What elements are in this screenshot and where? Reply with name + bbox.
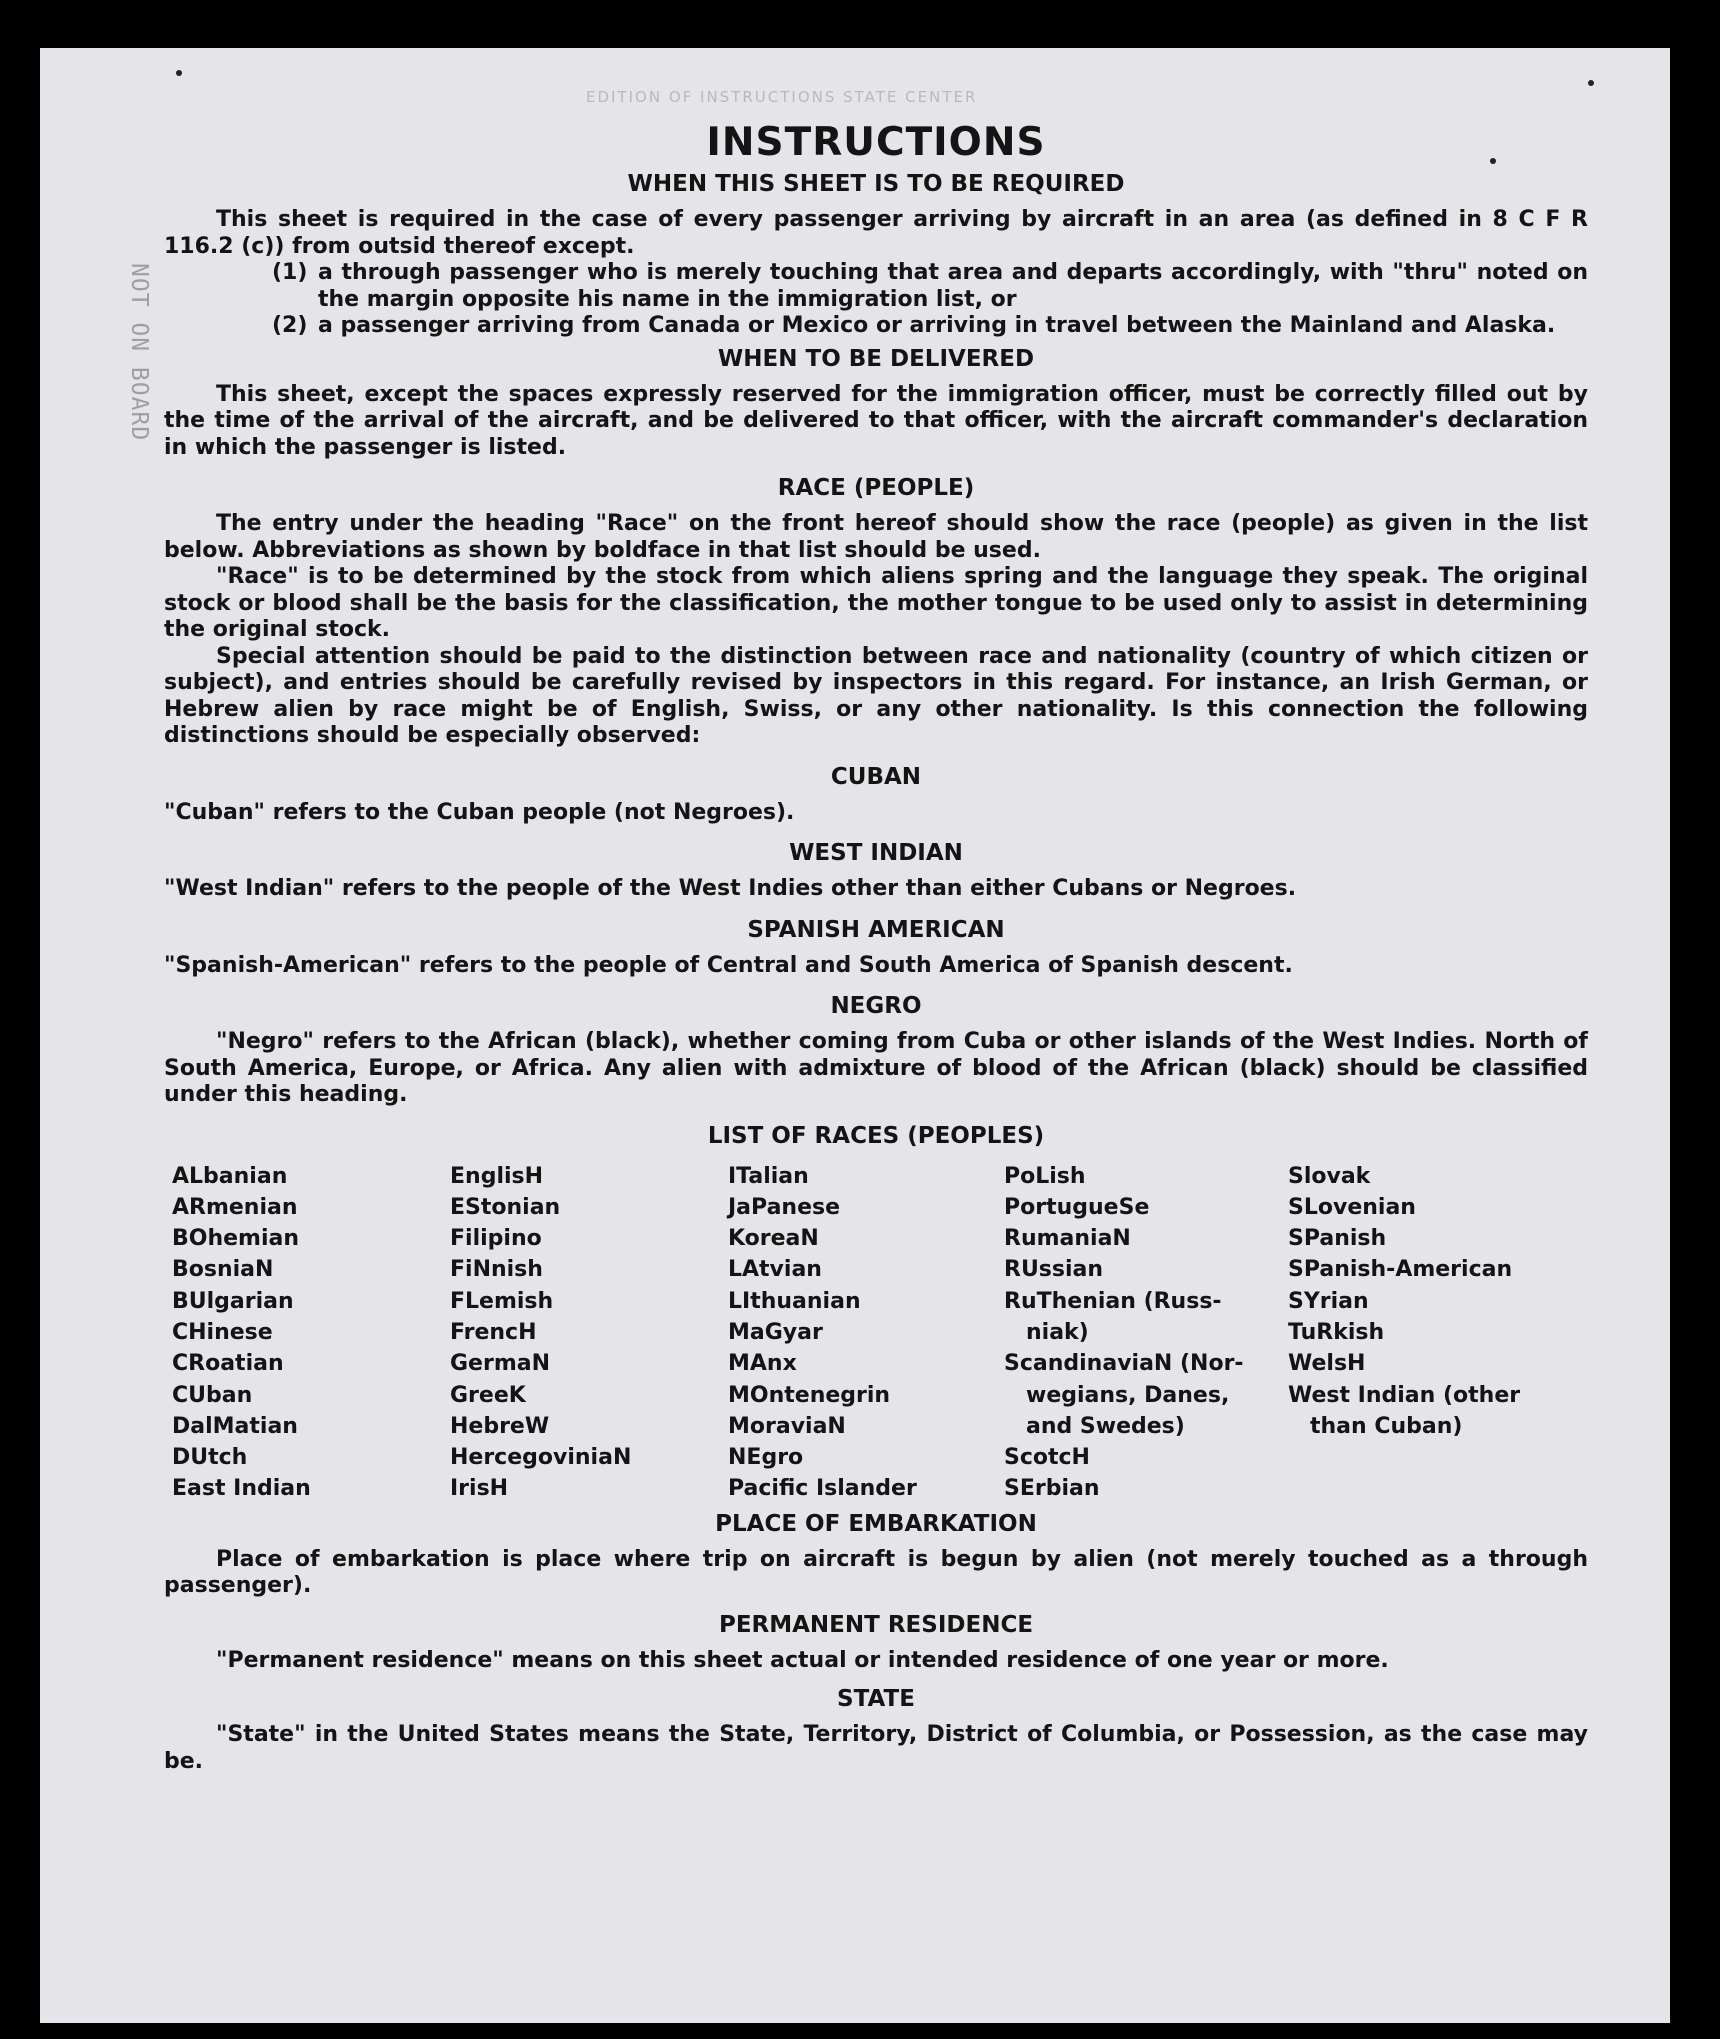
heading-list-of-races: LIST OF RACES (PEOPLES) xyxy=(707,1122,1045,1149)
page-title: INSTRUCTIONS xyxy=(706,120,1046,165)
speck xyxy=(176,70,182,76)
race-entry: GreeK xyxy=(450,1382,526,1408)
instructions-content xyxy=(164,120,1588,1775)
race-entry: WelsH xyxy=(1288,1351,1366,1377)
race-entry: RumaniaN xyxy=(1004,1226,1131,1252)
race-entry: Filipino xyxy=(450,1226,542,1252)
race-entry: and Swedes) xyxy=(1026,1413,1185,1439)
race-entry: MaGyar xyxy=(728,1319,823,1345)
race-entry: SErbian xyxy=(1004,1476,1100,1502)
race-entry: SPanish xyxy=(1288,1226,1387,1252)
race-entry: SYrian xyxy=(1288,1288,1369,1314)
race-entry: FLemish xyxy=(450,1288,554,1314)
residence-text: "Permanent residence" means on this sheet actual or intended residence of one year or more. xyxy=(216,1647,1389,1673)
races-column-1 xyxy=(172,1161,450,1505)
list-item: (2) a passenger arriving from Canada or Mexico or arriving in travel between the Mainland and Alaska. xyxy=(272,313,1556,338)
race-entry: NEgro xyxy=(728,1445,804,1471)
race-entry: BOhemian xyxy=(172,1226,300,1252)
race-entry: GermaN xyxy=(450,1351,551,1377)
race-entry: CRoatian xyxy=(172,1351,284,1377)
race-entry: TuRkish xyxy=(1288,1319,1385,1345)
race-entry: ALbanian xyxy=(172,1163,288,1189)
race-entry: CUban xyxy=(172,1382,253,1408)
heading-when-delivered: WHEN TO BE DELIVERED xyxy=(717,345,1035,372)
west-indian-text: "West Indian" refers to the people of the West Indies other than either Cubans or Negroes. xyxy=(164,876,1297,901)
race-entry: Slovak xyxy=(1288,1163,1371,1189)
race-entry: PoLish xyxy=(1004,1163,1086,1189)
race-entry: MAnx xyxy=(728,1351,797,1377)
race-entry: CHinese xyxy=(172,1319,273,1345)
heading-when-required: WHEN THIS SHEET IS TO BE REQUIRED xyxy=(627,171,1125,197)
race-entry: than Cuban) xyxy=(1310,1413,1463,1439)
race-entry: Pacific Islander xyxy=(728,1476,917,1502)
race-entry: RUssian xyxy=(1004,1257,1104,1283)
race-entry: HebreW xyxy=(450,1413,550,1439)
race-entry: ARmenian xyxy=(172,1194,298,1220)
race-entry: EnglisH xyxy=(450,1163,544,1189)
race-entry: FiNnish xyxy=(450,1257,543,1283)
race-entry: ScotcH xyxy=(1004,1445,1090,1471)
heading-race: RACE (PEOPLE) xyxy=(777,475,975,501)
when-required-intro: This sheet is required in the case of every passenger arriving by aircraft in an area (as defined in 8 C F R 116.2 (c)) from outsid thereof except. xyxy=(164,207,1588,259)
race-entry: DUtch xyxy=(172,1445,248,1471)
race-entry: IrisH xyxy=(450,1476,509,1502)
document-page xyxy=(40,48,1670,2023)
race-entry: MOntenegrin xyxy=(728,1382,891,1408)
race-entry: RuThenian (Russ- xyxy=(1004,1288,1222,1314)
race-paragraph: Special attention should be paid to the distinction between race and nationality (country of which citizen or subject), and entries should be carefully revised by inspectors in this regard. For instance, an Irish German, or Hebrew alien by race might be of English, Swiss, or any other nationality. Is this connection the following distinctions should be especially observed: xyxy=(164,643,1588,748)
races-column-4 xyxy=(1004,1161,1288,1505)
heading-negro: NEGRO xyxy=(830,993,922,1019)
not-on-board-stamp: NOT ON BOARD xyxy=(126,263,152,442)
race-entry: KoreaN xyxy=(728,1226,819,1252)
race-entry: ITalian xyxy=(728,1163,809,1189)
race-entry: JaPanese xyxy=(728,1194,841,1220)
races-column-3 xyxy=(728,1161,1004,1505)
spanish-american-text: "Spanish-American" refers to the people of Central and South America of Spanish descent. xyxy=(164,952,1293,978)
race-entry: BosniaN xyxy=(172,1257,274,1283)
race-entry: EStonian xyxy=(450,1194,561,1220)
when-delivered-text: This sheet, except the spaces expressly reserved for the immigration officer, must be correctly filled out by the time of the arrival of the aircraft, and be delivered to that officer, with the aircraft commander's declaration in which the passenger is listed. xyxy=(164,381,1588,460)
race-entry: BUlgarian xyxy=(172,1288,294,1314)
race-entry: HercegoviniaN xyxy=(450,1445,632,1471)
embarkation-text: Place of embarkation is place where trip on aircraft is begun by alien (not merely touched as a through passenger). xyxy=(164,1546,1588,1599)
races-column-2 xyxy=(450,1161,728,1505)
race-entry: FrencH xyxy=(450,1319,537,1345)
cuban-text: "Cuban" refers to the Cuban people (not Negroes). xyxy=(164,799,795,825)
speck xyxy=(1588,80,1594,86)
race-entry: SPanish-American xyxy=(1288,1257,1513,1283)
race-entry: DalMatian xyxy=(172,1413,298,1439)
state-text: "State" in the United States means the State, Territory, District of Columbia, or Possession, as the case may be. xyxy=(164,1722,1588,1774)
race-paragraph: The entry under the heading "Race" on the front hereof should show the race (people) as given in the list below. Abbreviations as shown by boldface in that list should be used. xyxy=(164,511,1588,563)
race-entry: LIthuanian xyxy=(728,1288,861,1314)
race-entry: PortugueSe xyxy=(1004,1194,1150,1220)
race-entry: East Indian xyxy=(172,1476,311,1502)
negro-text: "Negro" refers to the African (black), whether coming from Cuba or other islands of the West Indies. North of South America, Europe, or Africa. Any alien with admixture of blood of the African (black) should be classified under this heading. xyxy=(164,1029,1588,1107)
races-column-5 xyxy=(1288,1161,1548,1505)
heading-residence: PERMANENT RESIDENCE xyxy=(718,1611,1034,1638)
heading-embarkation: PLACE OF EMBARKATION xyxy=(715,1510,1037,1537)
race-entry: SLovenian xyxy=(1288,1194,1416,1220)
race-entry: wegians, Danes, xyxy=(1026,1382,1230,1408)
exception-list xyxy=(164,260,1588,340)
race-entry: MoraviaN xyxy=(728,1413,846,1439)
races-table xyxy=(172,1161,1588,1505)
list-item: (1) a through passenger who is merely touching that area and departs accordingly, with "thru" noted on the margin opposite his name in the immigration list, or xyxy=(272,260,1588,312)
race-entry: niak) xyxy=(1026,1319,1089,1345)
heading-cuban: CUBAN xyxy=(830,763,922,790)
race-entry: ScandinaviaN (Nor- xyxy=(1004,1351,1244,1377)
faint-header-text: EDITION OF INSTRUCTIONS STATE CENTER xyxy=(586,88,978,106)
heading-west-indian: WEST INDIAN xyxy=(789,840,963,866)
race-paragraph: "Race" is to be determined by the stock from which aliens spring and the language they speak. The original stock or blood shall be the basis for the classification, the mother tongue to be used only to assist in determining the original stock. xyxy=(164,564,1588,642)
race-entry: West Indian (other xyxy=(1288,1382,1521,1408)
race-entry: LAtvian xyxy=(728,1257,822,1283)
heading-state: STATE xyxy=(837,1686,915,1713)
heading-spanish-american: SPANISH AMERICAN xyxy=(747,916,1005,943)
